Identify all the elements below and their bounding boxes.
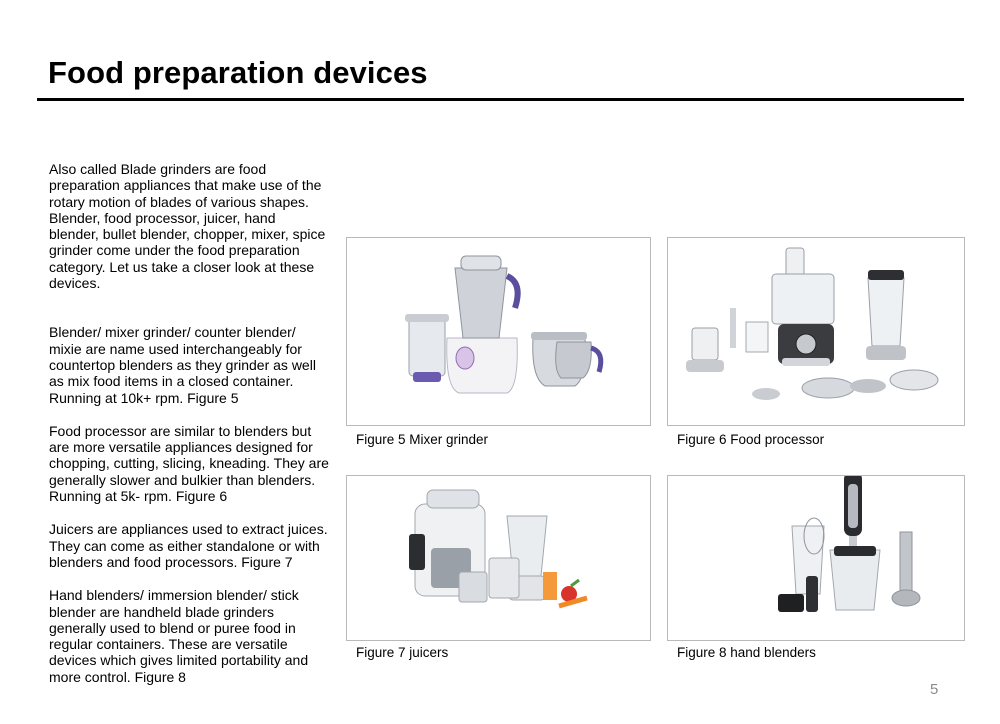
- figure-6-caption: Figure 6 Food processor: [677, 432, 825, 447]
- figure-7-caption: Figure 7 juicers: [356, 645, 449, 660]
- juicer-image: [346, 475, 651, 641]
- figure-5-caption: Figure 5 Mixer grinder: [356, 432, 489, 447]
- mixer-grinder-image: [346, 237, 651, 426]
- food-processor-image: [667, 237, 965, 426]
- figure-8-caption: Figure 8 hand blenders: [677, 645, 816, 660]
- hand-blender-image: [667, 475, 965, 641]
- paragraph-food-processor: Food processor are similar to blenders but are more versatile appliances designed for chopping, cutting, slicing, kneading. They are generally slower and bulkier than blenders. Running at 5k- rpm. Figure 6: [49, 422, 329, 505]
- paragraph-intro: Also called Blade grinders are food preparation appliances that make use of the rotary motion of blades of various shapes. Blender, food processor, juicer, hand blender, bullet blender, chopper, mixer, spice grinder come under the food preparation category. Let us take a closer look at these devices.: [49, 161, 326, 292]
- paragraph-blender: Blender/ mixer grinder/ counter blender/ mixie are name used interchangeably for countertop blenders as they grinder as well as mix food items in a closed container. Running at 10k+ rpm. Figure 5: [49, 324, 316, 406]
- paragraph-juicer: Juicers are appliances used to extract juices. They can come as either standalone or with blenders and food processors. Figure 7: [49, 521, 328, 570]
- page-number: 5: [930, 681, 939, 698]
- body-text: [49, 161, 329, 685]
- paragraph-hand-blender: Hand blenders/ immersion blender/ stick blender are handheld blade grinders generally used to blend or puree food in regular containers. These are versatile devices which gives limited portability and more control. Figure 8: [49, 587, 309, 685]
- slide-title: Food preparation devices: [48, 55, 428, 90]
- title-divider: [37, 98, 964, 101]
